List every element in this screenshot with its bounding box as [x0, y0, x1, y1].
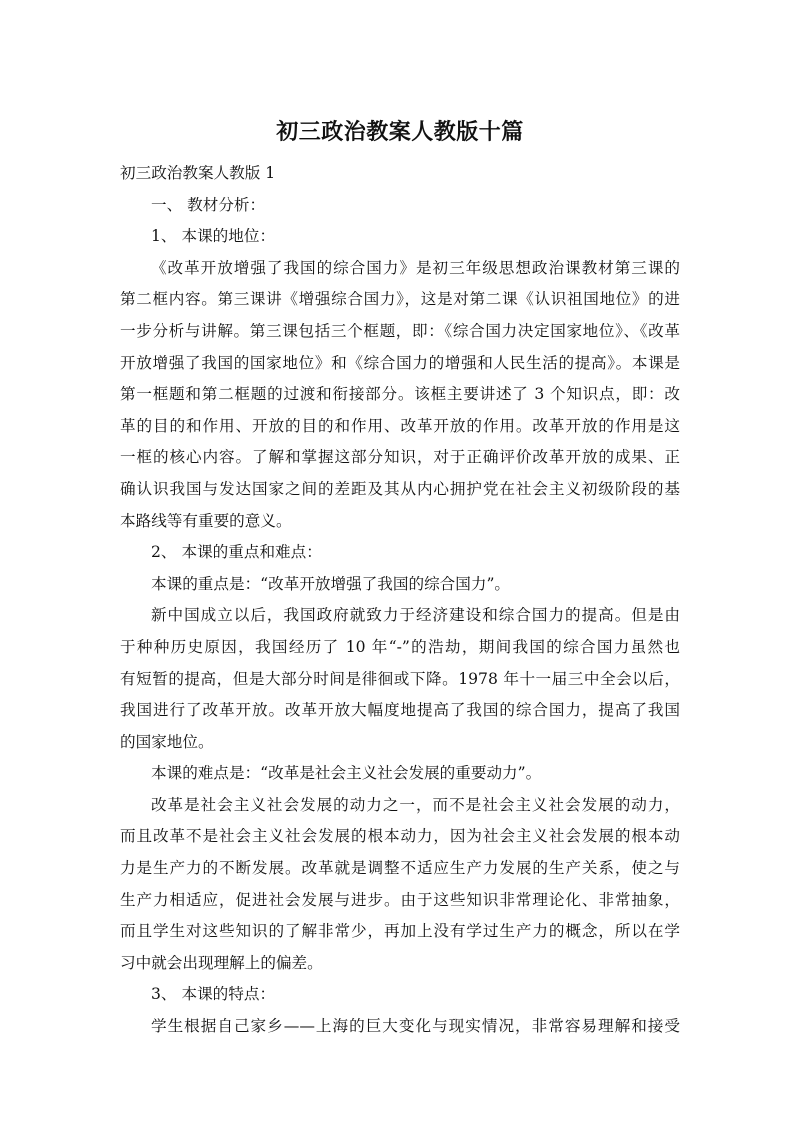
paragraph-line: 有短暂的提高，但是大部分时间是徘徊或下降。1978 年十一届三中全会以后，: [120, 669, 680, 688]
paragraph-line: 改革是社会主义社会发展的动力之一，而不是社会主义社会发展的动力，: [151, 795, 680, 814]
subsection-heading: 1、 本课的地位：: [151, 227, 276, 246]
section-heading: 一、 教材分析：: [151, 195, 266, 214]
paragraph-line: 一框的核心内容。了解和掌握这部分知识，对于正确评价改革开放的成果、正: [120, 448, 680, 467]
document-body: [120, 158, 680, 1043]
paragraph-line: 本课的难点是：“改革是社会主义社会发展的重要动力”。: [151, 764, 542, 783]
paragraph-line: 一步分析与讲解。第三课包括三个框题，即：《综合国力决定国家地位》、《改革: [120, 321, 680, 340]
subtitle-line: 初三政治教案人教版 1: [120, 164, 276, 182]
paragraph-line: 学生根据自己家乡——上海的巨大变化与现实情况，非常容易理解和接受: [151, 1017, 680, 1036]
subsection-heading: 2、 本课的重点和难点：: [151, 543, 322, 562]
document-title: 初三政治教案人教版十篇: [276, 120, 524, 145]
subsection-heading: 3、 本课的特点：: [151, 985, 276, 1004]
paragraph-line: 我国进行了改革开放。改革开放大幅度地提高了我国的综合国力，提高了我国: [120, 701, 680, 720]
paragraph-line: 第一框题和第二框题的过渡和衔接部分。该框主要讲述了 3 个知识点，即：改: [120, 385, 680, 404]
paragraph-line: 开放增强了我国的国家地位》和《综合国力的增强和人民生活的提高》。本课是: [120, 353, 680, 372]
paragraph-line: 新中国成立以后，我国政府就致力于经济建设和综合国力的提高。但是由: [151, 606, 680, 625]
paragraph-line: 革的目的和作用、开放的目的和作用、改革开放的作用。改革开放的作用是这: [120, 416, 680, 435]
paragraph-line: 习中就会出现理解上的偏差。: [120, 953, 323, 972]
paragraph-line: 而且学生对这些知识的了解非常少，再加上没有学过生产力的概念，所以在学: [120, 922, 680, 941]
paragraph-line: 本课的重点是：“改革开放增强了我国的综合国力”。: [151, 574, 511, 593]
paragraph-line: 《改革开放增强了我国的综合国力》是初三年级思想政治课教材第三课的: [151, 258, 680, 277]
paragraph-line: 生产力相适应，促进社会发展与进步。由于这些知识非常理论化、非常抽象，: [120, 890, 680, 909]
paragraph-line: 而且改革不是社会主义社会发展的根本动力，因为社会主义社会发展的根本动: [120, 827, 680, 846]
paragraph-line: 的国家地位。: [120, 732, 214, 751]
paragraph-line: 于种种历史原因，我国经历了 10 年“-”的浩劫，期间我国的综合国力虽然也: [120, 637, 680, 656]
paragraph-line: 力是生产力的不断发展。改革就是调整不适应生产力发展的生产关系，使之与: [120, 859, 680, 878]
paragraph-line: 本路线等有重要的意义。: [120, 511, 292, 530]
paragraph-line: 第二框内容。第三课讲《增强综合国力》，这是对第二课《认识祖国地位》的进: [120, 290, 680, 309]
paragraph-line: 确认识我国与发达国家之间的差距及其从内心拥护党在社会主义初级阶段的基: [120, 479, 680, 498]
